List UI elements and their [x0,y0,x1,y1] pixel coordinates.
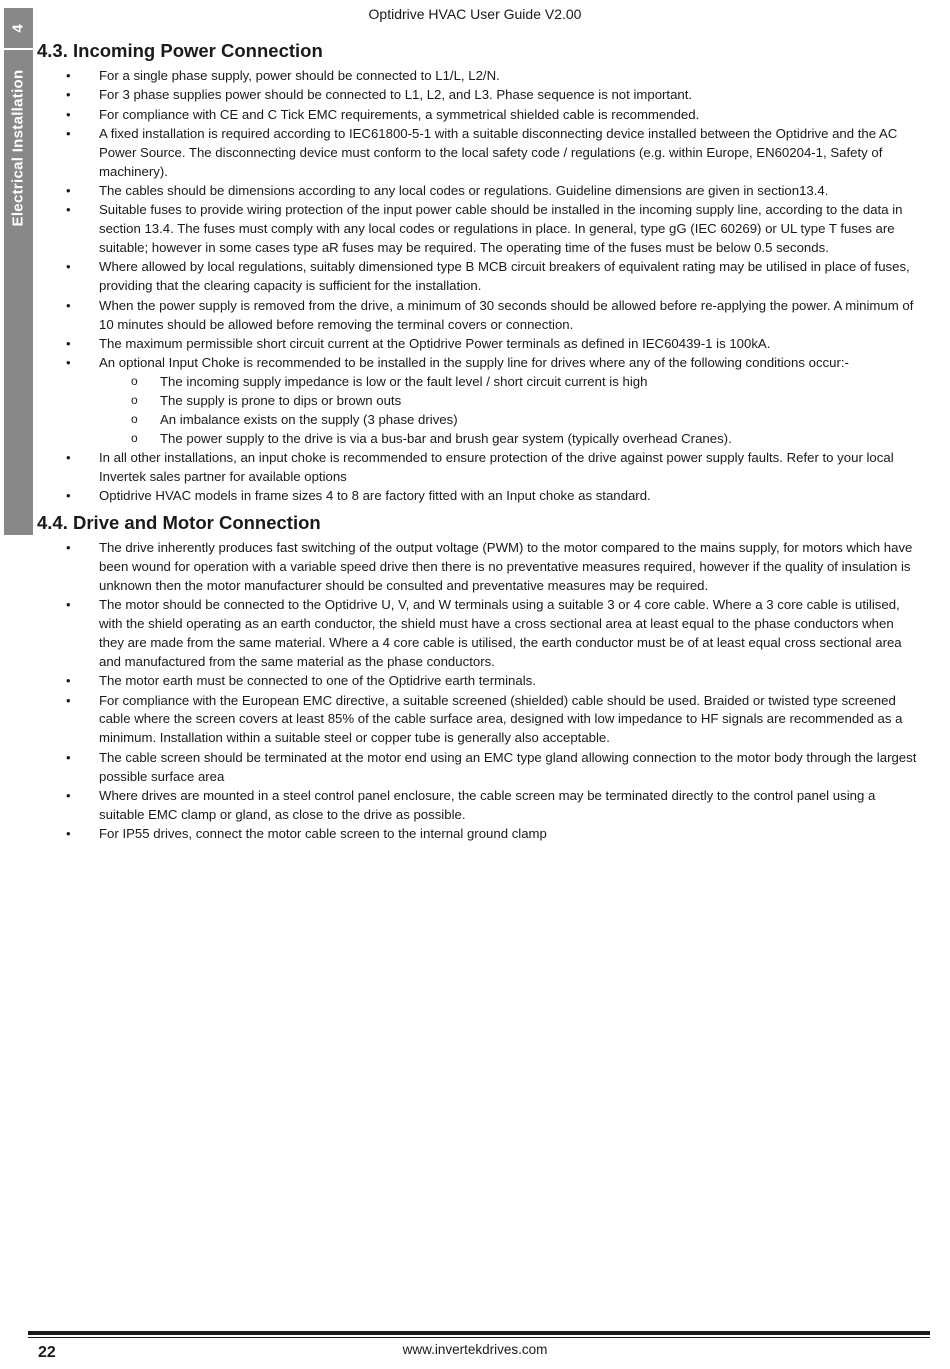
list-item: • The cable screen should be terminated at the motor end using an EMC type gland allowing connection to the motor body through the largest possible surface area [37,749,921,787]
list-item: • For compliance with CE and C Tick EMC requirements, a symmetrical shielded cable is recommended. [37,106,921,125]
list-item: • Suitable fuses to provide wiring protection of the input power cable should be installed in the incoming supply line, according to the data in section 13.4. The fuses must comply with any local codes or regulations in place. In general, type gG (IEC 60269) or UL type T fuses are suitable; however in some cases type aR fuses may be required. The operating time of the fuses must be below 0.5 seconds. [37,201,921,258]
bullet-list-4-3 [37,67,921,506]
list-item: • Where allowed by local regulations, suitably dimensioned type B MCB circuit breakers of equivalent rating may be utilised in place of fuses, providing that the clearing capacity is sufficient for the installation. [37,258,921,296]
footer-rule [28,1331,930,1335]
list-item: • In all other installations, an input choke is recommended to ensure protection of the drive against power supply faults. Refer to your local Invertek sales partner for available options [37,449,921,487]
list-item: • Where drives are mounted in a steel control panel enclosure, the cable screen may be terminated directly to the control panel using a suitable EMC clamp or gland, as close to the drive as possible. [37,787,921,825]
list-item: • When the power supply is removed from the drive, a minimum of 30 seconds should be allowed before re-applying the power. A minimum of 10 minutes should be allowed before removing the terminal covers or connection. [37,297,921,335]
list-item: • Optidrive HVAC models in frame sizes 4 to 8 are factory fitted with an Input choke as standard. [37,487,921,506]
sub-list-item: o An imbalance exists on the supply (3 phase drives) [99,411,921,430]
section-heading-4-3: 4.3. Incoming Power Connection [37,40,323,61]
sub-list-item: o The supply is prone to dips or brown outs [99,392,921,411]
sub-list [99,373,921,449]
list-item-with-sublist [37,354,921,449]
list-item: • The motor earth must be connected to one of the Optidrive earth terminals. [37,672,921,691]
sub-list-item: o The power supply to the drive is via a bus-bar and brush gear system (typically overhead Cranes). [99,430,921,449]
list-item: • The drive inherently produces fast switching of the output voltage (PWM) to the motor compared to the mains supply, for motors which have been wound for operation with a variable speed drive then there is no preventative measures required, however if the quality of insulation is unknown then the motor manufacturer should be consulted and preventative measures may be required. [37,539,921,596]
list-item: • A fixed installation is required according to IEC61800-5-1 with a suitable disconnecting device installed between the Optidrive and the AC Power Source. The disconnecting device must conform to the local safety code / regulations (e.g. within Europe, EN60204-1, Safety of machinery). [37,125,921,182]
section-heading-4-4: 4.4. Drive and Motor Connection [37,512,321,534]
list-item: • The cables should be dimensions according to any local codes or regulations. Guideline dimensions are given in section13.4. [37,182,921,201]
list-item-text: An optional Input Choke is recommended to be installed in the supply line for drives where any of the following conditions occur:- [99,355,849,371]
chapter-number-text: 4 [10,23,27,33]
list-item: • For 3 phase supplies power should be connected to L1, L2, and L3. Phase sequence is not important. [37,86,921,105]
list-item: • For a single phase supply, power should be connected to L1/L, L2/N. [37,67,921,86]
page-content [37,38,921,844]
list-item: • For compliance with the European EMC directive, a suitable screened (shielded) cable should be used. Braided or twisted type screened cable where the screen covers at least 85% of the cable surface area, designed with low impedance to HF signals are recommended as a minimum. Installation within a suitable steel or copper tube is generally also acceptable. [37,692,921,749]
footer-url: www.invertekdrives.com [402,1342,548,1357]
footer-rule-thin [28,1337,930,1338]
running-header: Optidrive HVAC User Guide V2.00 [368,6,582,22]
list-item: • For IP55 drives, connect the motor cable screen to the internal ground clamp [37,825,921,844]
bullet-list-4-4 [37,539,921,844]
list-item: • The maximum permissible short circuit current at the Optidrive Power terminals as defined in IEC60439-1 is 100kA. [37,335,921,354]
chapter-label [4,52,33,252]
chapter-label-text: Electrical Installation [9,69,27,227]
list-item: • The motor should be connected to the Optidrive U, V, and W terminals using a suitable 3 or 4 core cable. Where a 3 core cable is utilised, with the shield operating as an earth conductor, the shield must have a cross sectional area at least equal to the phase conductors when they are made from the same material. Where a 4 core cable is utilised, the earth conductor must be of at least equal cross sectional area and manufactured from the same material as the phase conductors. [37,596,921,672]
page-number: 22 [38,1344,56,1361]
sub-list-item: o The incoming supply impedance is low or the fault level / short circuit current is high [99,373,921,392]
